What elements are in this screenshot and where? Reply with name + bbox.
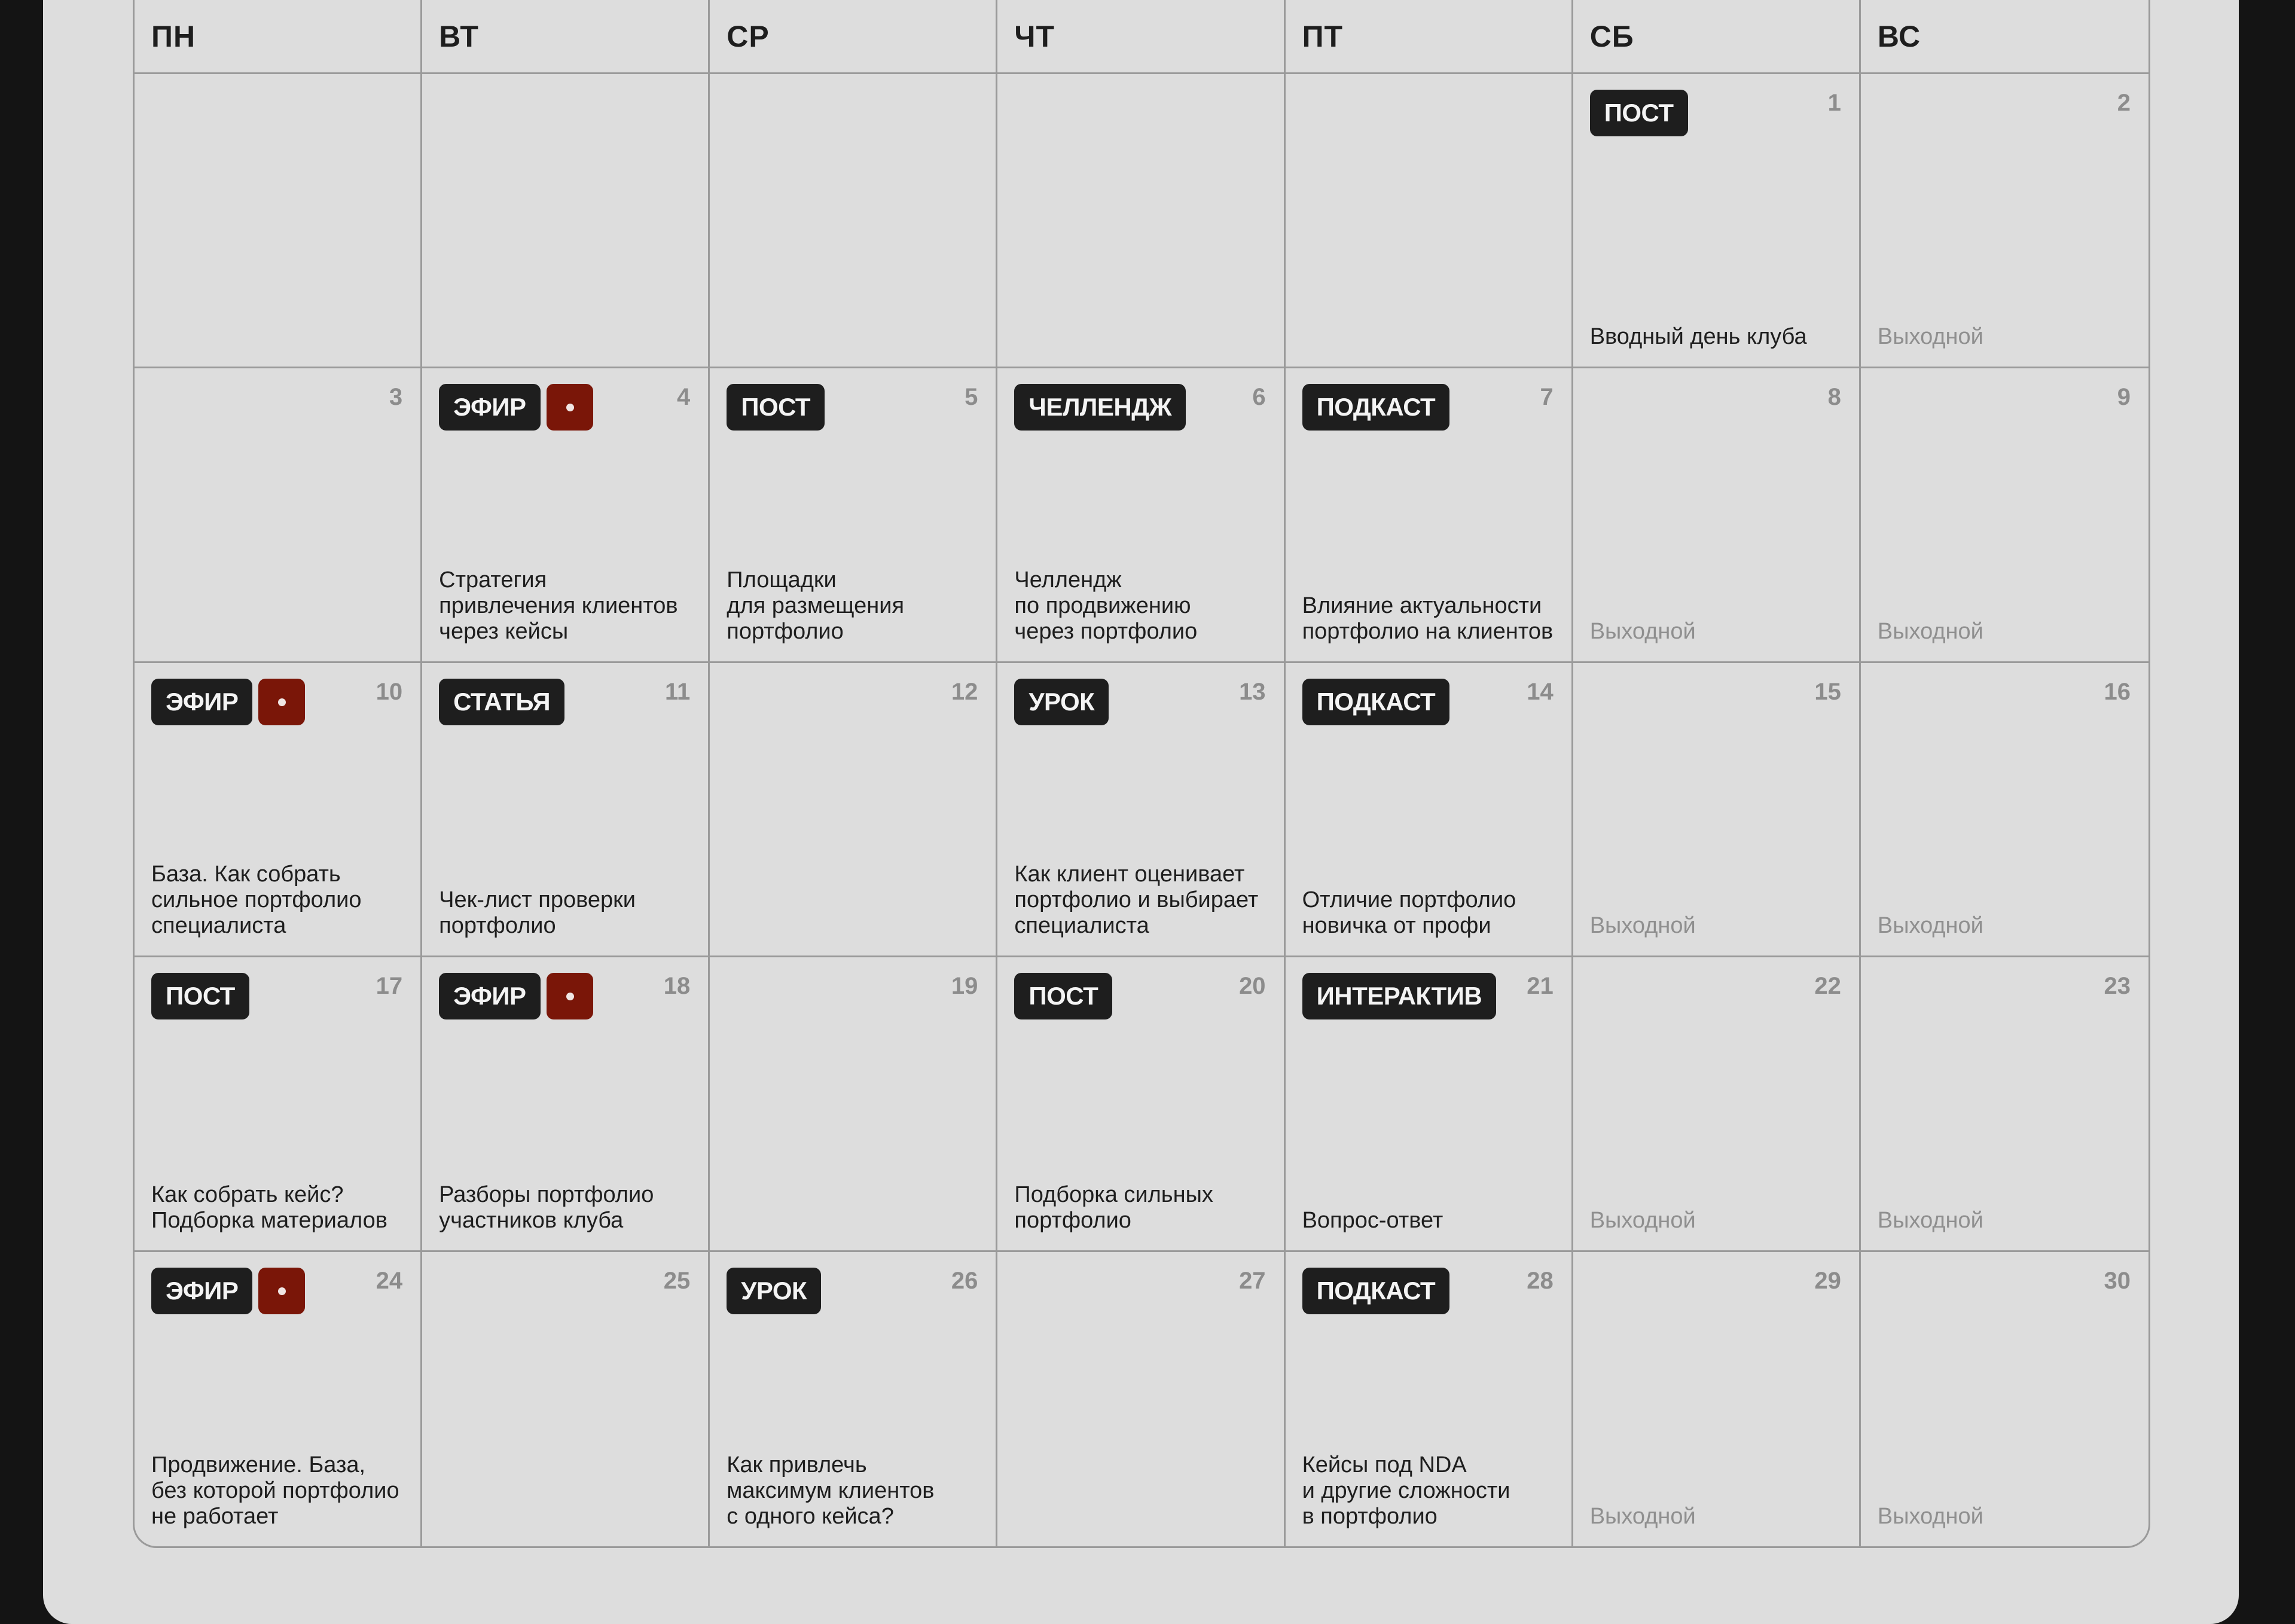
calendar-day-cell[interactable] bbox=[1573, 1252, 1861, 1546]
event-tags bbox=[727, 384, 825, 431]
day-off-label: Выходной bbox=[1877, 913, 1983, 939]
calendar-day-cell[interactable] bbox=[135, 663, 422, 957]
event-description: Как собрать кейс? Подборка материалов bbox=[151, 1182, 387, 1233]
day-off-label: Выходной bbox=[1589, 1207, 1696, 1233]
weekday-header: ЧТ bbox=[997, 0, 1285, 74]
calendar-day-cell[interactable] bbox=[422, 1252, 710, 1546]
event-type-badge[interactable]: ПОСТ bbox=[727, 384, 825, 431]
calendar-day-cell[interactable] bbox=[710, 74, 997, 368]
event-type-badge[interactable]: ЭФИР bbox=[439, 973, 540, 1019]
calendar-day-cell[interactable] bbox=[997, 1252, 1285, 1546]
calendar-day-cell[interactable] bbox=[135, 957, 422, 1251]
calendar-day-cell[interactable] bbox=[1573, 663, 1861, 957]
calendar-day-cell[interactable] bbox=[997, 368, 1285, 663]
day-number: 6 bbox=[1252, 384, 1266, 411]
day-off-label: Выходной bbox=[1877, 1207, 1983, 1233]
weekday-header: ПТ bbox=[1286, 0, 1573, 74]
day-number: 1 bbox=[1827, 90, 1841, 116]
calendar-day-cell[interactable] bbox=[422, 368, 710, 663]
calendar-day-cell[interactable] bbox=[710, 663, 997, 957]
calendar-day-cell[interactable] bbox=[1861, 957, 2148, 1251]
day-number: 15 bbox=[1814, 678, 1841, 705]
event-description: Как привлечь максимум клиентов с одного кейса? bbox=[727, 1452, 935, 1529]
day-off-label: Выходной bbox=[1589, 618, 1696, 644]
calendar-day-cell[interactable] bbox=[1286, 663, 1573, 957]
event-type-badge[interactable]: ПОСТ bbox=[1014, 973, 1112, 1019]
event-type-badge[interactable]: ПОДКАСТ bbox=[1302, 1268, 1450, 1314]
event-description: Продвижение. База, без которой портфолио не работает bbox=[151, 1452, 399, 1529]
day-number: 27 bbox=[1239, 1267, 1266, 1294]
event-description: База. Как собрать сильное портфолио специалиста bbox=[151, 862, 362, 939]
day-number: 26 bbox=[951, 1267, 978, 1294]
calendar-day-cell[interactable] bbox=[135, 1252, 422, 1546]
calendar-day-cell[interactable] bbox=[135, 74, 422, 368]
day-off-label: Выходной bbox=[1589, 913, 1696, 939]
calendar-day-cell[interactable] bbox=[1286, 368, 1573, 663]
event-tags bbox=[1302, 679, 1450, 725]
event-description: Влияние актуальности портфолио на клиентов bbox=[1302, 593, 1554, 644]
day-off-label: Выходной bbox=[1877, 324, 1983, 350]
calendar-day-cell[interactable] bbox=[1861, 663, 2148, 957]
day-number: 10 bbox=[376, 678, 403, 705]
weekday-header: СБ bbox=[1573, 0, 1861, 74]
day-number: 9 bbox=[2117, 384, 2131, 411]
event-tags bbox=[151, 679, 305, 725]
live-record-icon bbox=[258, 679, 305, 725]
calendar-day-cell[interactable] bbox=[1286, 74, 1573, 368]
day-number: 22 bbox=[1814, 973, 1841, 1000]
calendar-day-cell[interactable] bbox=[997, 957, 1285, 1251]
live-record-icon bbox=[258, 1268, 305, 1314]
day-number: 28 bbox=[1527, 1267, 1554, 1294]
event-tags bbox=[1014, 384, 1186, 431]
day-number: 30 bbox=[2104, 1267, 2131, 1294]
event-tags bbox=[439, 679, 564, 725]
event-description: Вопрос-ответ bbox=[1302, 1207, 1443, 1233]
event-description: Разборы портфолио участников клуба bbox=[439, 1182, 654, 1233]
weekday-header: ПН bbox=[135, 0, 422, 74]
day-off-label: Выходной bbox=[1589, 1503, 1696, 1529]
day-number: 23 bbox=[2104, 973, 2131, 1000]
event-type-badge[interactable]: УРОК bbox=[727, 1268, 821, 1314]
day-number: 11 bbox=[664, 678, 691, 705]
event-tags bbox=[1014, 973, 1112, 1019]
calendar-day-cell[interactable] bbox=[710, 957, 997, 1251]
event-type-badge[interactable]: ЭФИР bbox=[439, 384, 540, 431]
day-number: 25 bbox=[663, 1267, 691, 1294]
calendar-day-cell[interactable] bbox=[1286, 1252, 1573, 1546]
event-description: Чек-лист проверки портфолио bbox=[439, 887, 636, 939]
calendar-day-cell[interactable] bbox=[1573, 368, 1861, 663]
calendar-day-cell[interactable] bbox=[1573, 74, 1861, 368]
day-number: 7 bbox=[1540, 384, 1554, 411]
event-tags bbox=[1590, 90, 1688, 136]
day-number: 12 bbox=[951, 678, 978, 705]
live-record-icon bbox=[547, 384, 593, 431]
day-number: 18 bbox=[663, 973, 691, 1000]
event-description: Подборка сильных портфолио bbox=[1014, 1182, 1213, 1233]
event-description: Кейсы под NDA и другие сложности в портфолио bbox=[1302, 1452, 1510, 1529]
day-number: 21 bbox=[1527, 973, 1554, 1000]
event-tags bbox=[1302, 973, 1497, 1019]
event-tags bbox=[439, 973, 593, 1019]
event-description: Отличие портфолио новичка от профи bbox=[1302, 887, 1516, 939]
calendar-day-cell[interactable] bbox=[997, 663, 1285, 957]
event-type-badge[interactable]: ИНТЕРАКТИВ bbox=[1302, 973, 1497, 1019]
event-type-badge[interactable]: ПОСТ bbox=[151, 973, 249, 1019]
event-tags bbox=[151, 973, 249, 1019]
calendar-day-cell[interactable] bbox=[1286, 957, 1573, 1251]
event-tags bbox=[439, 384, 593, 431]
day-number: 14 bbox=[1527, 678, 1554, 705]
calendar-day-cell[interactable] bbox=[422, 957, 710, 1251]
event-description: Вводный день клуба bbox=[1589, 324, 1807, 350]
event-type-badge[interactable]: ПОСТ bbox=[1590, 90, 1688, 136]
day-number: 20 bbox=[1239, 973, 1266, 1000]
calendar-day-cell[interactable] bbox=[422, 74, 710, 368]
event-tags bbox=[1302, 384, 1450, 431]
event-description: Челлендж по продвижению через портфолио bbox=[1014, 567, 1198, 644]
weekday-header: СР bbox=[710, 0, 997, 74]
day-off-label: Выходной bbox=[1877, 618, 1983, 644]
day-number: 24 bbox=[376, 1267, 403, 1294]
day-number: 16 bbox=[2104, 678, 2131, 705]
event-type-badge[interactable]: ПОДКАСТ bbox=[1302, 679, 1450, 725]
event-type-badge[interactable]: ПОДКАСТ bbox=[1302, 384, 1450, 431]
calendar-day-cell[interactable] bbox=[1861, 1252, 2148, 1546]
calendar-day-cell[interactable] bbox=[710, 1252, 997, 1546]
event-type-badge[interactable]: СТАТЬЯ bbox=[439, 679, 564, 725]
day-number: 17 bbox=[376, 973, 403, 1000]
day-number: 8 bbox=[1827, 384, 1841, 411]
event-tags bbox=[727, 1268, 821, 1314]
calendar-day-cell[interactable] bbox=[710, 368, 997, 663]
event-tags bbox=[1014, 679, 1109, 725]
day-off-label: Выходной bbox=[1877, 1503, 1983, 1529]
day-number: 29 bbox=[1814, 1267, 1841, 1294]
event-type-badge[interactable]: ЭФИР bbox=[151, 679, 252, 725]
day-number: 2 bbox=[2117, 90, 2131, 116]
calendar-day-cell[interactable] bbox=[1573, 957, 1861, 1251]
calendar-day-cell[interactable] bbox=[997, 74, 1285, 368]
event-description: Стратегия привлечения клиентов через кейсы bbox=[439, 567, 678, 644]
calendar-day-cell[interactable] bbox=[135, 368, 422, 663]
day-number: 13 bbox=[1239, 678, 1266, 705]
calendar-day-cell[interactable] bbox=[1861, 368, 2148, 663]
day-number: 5 bbox=[965, 384, 978, 411]
calendar-day-cell[interactable] bbox=[1861, 74, 2148, 368]
event-type-badge[interactable]: ЭФИР bbox=[151, 1268, 252, 1314]
event-type-badge[interactable]: ЧЕЛЛЕНДЖ bbox=[1014, 384, 1186, 431]
weekday-header: ВТ bbox=[422, 0, 710, 74]
month-calendar bbox=[133, 0, 2150, 1548]
weekday-header: ВС bbox=[1861, 0, 2148, 74]
event-description: Площадки для размещения портфолио bbox=[727, 567, 905, 644]
calendar-day-cell[interactable] bbox=[422, 663, 710, 957]
day-number: 19 bbox=[951, 973, 978, 1000]
event-tags bbox=[151, 1268, 305, 1314]
event-type-badge[interactable]: УРОК bbox=[1014, 679, 1109, 725]
day-number: 3 bbox=[389, 384, 403, 411]
event-tags bbox=[1302, 1268, 1450, 1314]
day-number: 4 bbox=[677, 384, 691, 411]
live-record-icon bbox=[547, 973, 593, 1019]
event-description: Как клиент оценивает портфолио и выбирает специалиста bbox=[1014, 862, 1259, 939]
